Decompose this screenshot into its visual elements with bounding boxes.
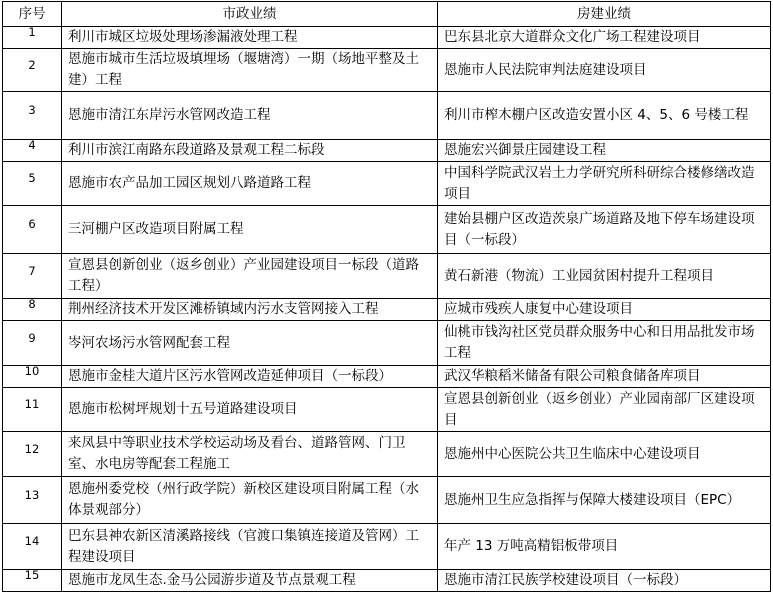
building-cell: 应城市残疾人康复中心建设项目 bbox=[438, 299, 771, 321]
header-municipal-performance: 市政业绩 bbox=[62, 2, 438, 27]
performance-table-container bbox=[2, 1, 771, 592]
row-number bbox=[3, 162, 62, 206]
municipal-cell: 恩施市农产品加工园区规划八路道路工程 bbox=[62, 162, 438, 206]
row-number-text: 10 bbox=[24, 365, 40, 378]
row-number bbox=[3, 140, 62, 162]
row-number-text: 7 bbox=[28, 263, 36, 278]
table-row bbox=[3, 570, 771, 592]
row-number bbox=[3, 524, 62, 570]
table-row bbox=[3, 92, 771, 140]
municipal-cell: 宣恩县创新创业（返乡创业）产业园建设项目一标段（道路工程） bbox=[62, 254, 438, 299]
performance-table bbox=[2, 1, 771, 592]
building-cell: 利川市榨木棚户区改造安置小区 4、5、6 号楼工程 bbox=[438, 92, 771, 140]
building-cell: 建始县棚户区改造茨泉广场道路及地下停车场建设项目（一标段） bbox=[438, 206, 771, 254]
building-cell: 仙桃市钱沟社区党员群众服务中心和日用品批发市场工程 bbox=[438, 321, 771, 366]
building-cell: 恩施市人民法院审判法庭建设项目 bbox=[438, 49, 771, 92]
municipal-cell: 荆州经济技术开发区滩桥镇域内污水支管网接入工程 bbox=[62, 299, 438, 321]
building-cell: 恩施州卫生应急指挥与保障大楼建设项目（EPC） bbox=[438, 477, 771, 524]
municipal-cell: 恩施市龙凤生态.金马公园游步道及节点景观工程 bbox=[62, 570, 438, 592]
row-number-text: 14 bbox=[24, 534, 40, 548]
table-row bbox=[3, 477, 771, 524]
table-row bbox=[3, 366, 771, 388]
table-row bbox=[3, 49, 771, 92]
table-row bbox=[3, 432, 771, 477]
table-row bbox=[3, 321, 771, 366]
table-row bbox=[3, 27, 771, 49]
row-number-text: 9 bbox=[28, 330, 36, 345]
table-header-row bbox=[3, 2, 771, 27]
row-number-text: 11 bbox=[24, 397, 40, 411]
table-row bbox=[3, 388, 771, 432]
row-number bbox=[3, 254, 62, 299]
building-cell: 黄石新港（物流）工业园贫困村提升工程项目 bbox=[438, 254, 771, 299]
row-number bbox=[3, 321, 62, 366]
municipal-cell: 恩施市城市生活垃圾填埋场（堰塘湾）一期（场地平整及土建）工程 bbox=[62, 49, 438, 92]
row-number bbox=[3, 92, 62, 140]
municipal-cell: 利川市城区垃圾处理场渗漏液处理工程 bbox=[62, 27, 438, 49]
municipal-cell: 三河棚户区改造项目附属工程 bbox=[62, 206, 438, 254]
row-number-text: 12 bbox=[24, 441, 40, 456]
row-number-text: 4 bbox=[28, 139, 36, 152]
row-number bbox=[3, 432, 62, 477]
building-cell: 恩施州中心医院公共卫生临床中心建设项目 bbox=[438, 432, 771, 477]
building-cell: 巴东县北京大道群众文化广场工程建设项目 bbox=[438, 27, 771, 49]
municipal-cell: 恩施市清江东岸污水管网改造工程 bbox=[62, 92, 438, 140]
row-number bbox=[3, 477, 62, 524]
municipal-cell: 巴东县神农新区清溪路接线（官渡口集镇连接道及管网）工程建设项目 bbox=[62, 524, 438, 570]
table-row bbox=[3, 299, 771, 321]
row-number bbox=[3, 570, 62, 592]
table-row bbox=[3, 162, 771, 206]
municipal-cell: 恩施州委党校（州行政学院）新校区建设项目附属工程（水体景观部分） bbox=[62, 477, 438, 524]
row-number bbox=[3, 206, 62, 254]
header-serial-no: 序号 bbox=[3, 2, 62, 27]
table-row bbox=[3, 140, 771, 162]
row-number bbox=[3, 27, 62, 49]
row-number-text: 1 bbox=[28, 26, 36, 39]
table-row bbox=[3, 524, 771, 570]
building-cell: 宣恩县创新创业（返乡创业）产业园南部厂区建设项目 bbox=[438, 388, 771, 432]
row-number-text: 13 bbox=[24, 487, 40, 502]
row-number bbox=[3, 388, 62, 432]
header-building-performance: 房建业绩 bbox=[438, 2, 771, 27]
table-row bbox=[3, 206, 771, 254]
municipal-cell: 恩施市松树坪规划十五号道路建设项目 bbox=[62, 388, 438, 432]
row-number bbox=[3, 49, 62, 92]
row-number bbox=[3, 366, 62, 388]
municipal-cell: 利川市滨江南路东段道路及景观工程二标段 bbox=[62, 140, 438, 162]
municipal-cell: 恩施市金桂大道片区污水管网改造延伸项目（一标段） bbox=[62, 366, 438, 388]
row-number-text: 15 bbox=[24, 569, 40, 582]
row-number-text: 2 bbox=[28, 57, 36, 72]
building-cell: 武汉华粮稻米储备有限公司粮食储备库项目 bbox=[438, 366, 771, 388]
building-cell: 中国科学院武汉岩土力学研究所科研综合楼修缮改造项目 bbox=[438, 162, 771, 206]
row-number-text: 3 bbox=[28, 103, 36, 117]
building-cell: 年产 13 万吨高精铝板带项目 bbox=[438, 524, 771, 570]
municipal-cell: 岑河农场污水管网配套工程 bbox=[62, 321, 438, 366]
row-number-text: 5 bbox=[28, 171, 36, 185]
row-number-text: 8 bbox=[28, 298, 36, 311]
building-cell: 恩施市清江民族学校建设项目（一标段） bbox=[438, 570, 771, 592]
municipal-cell: 来凤县中等职业技术学校运动场及看台、道路管网、门卫室、水电房等配套工程施工 bbox=[62, 432, 438, 477]
table-row bbox=[3, 254, 771, 299]
building-cell: 恩施宏兴御景庄园建设工程 bbox=[438, 140, 771, 162]
row-number bbox=[3, 299, 62, 321]
row-number-text: 6 bbox=[28, 217, 36, 231]
